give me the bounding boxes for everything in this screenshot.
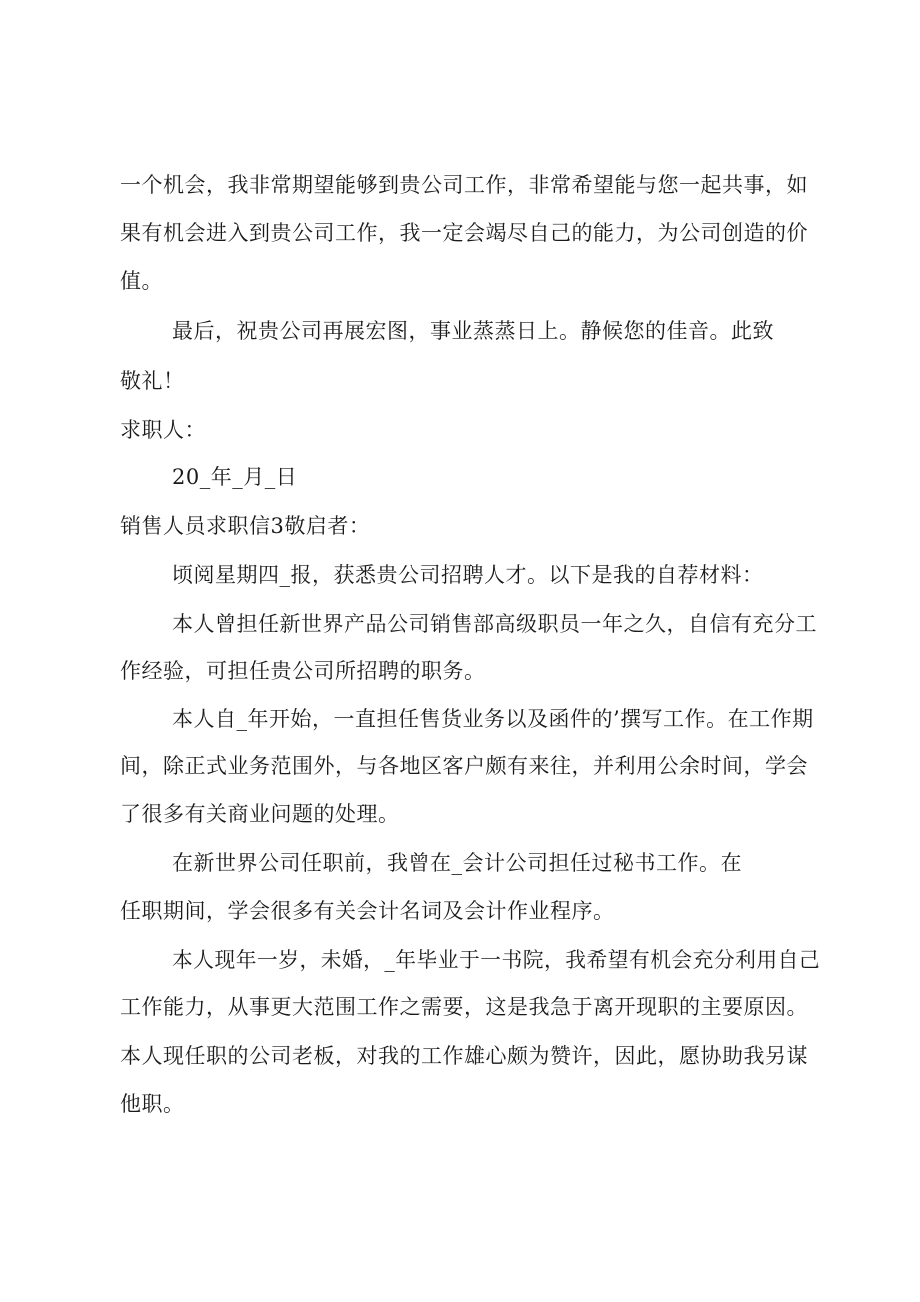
text-line-18: 工作能力，从事更大范围工作之需要，这是我急于离开现职的主要原因。: [120, 995, 808, 1019]
text-line-14: 了很多有关商业问题的处理。: [120, 802, 400, 826]
text-line-5: 敬礼！: [120, 369, 185, 393]
text-line-6: 求职人：: [120, 418, 206, 442]
text-line-2: 果有机会进入到贵公司工作，我一定会竭尽自己的能力，为公司创造的价: [120, 221, 808, 245]
text-line-15: 在新世界公司任职前，我曾在_会计公司担任过秘书工作。在: [172, 851, 742, 875]
text-line-3: 值。: [120, 269, 163, 293]
date-line: 20_年_月_日: [172, 465, 298, 489]
text-line-16: 任职期间，学会很多有关会计名词及会计作业程序。: [120, 899, 615, 923]
text-line-12: 本人自_年开始，一直担任售货业务以及函件的’撰写工作。在工作期: [172, 707, 814, 731]
text-line-4: 最后，祝贵公司再展宏图，事业蒸蒸日上。静候您的佳音。此致: [172, 319, 774, 343]
text-line-19: 本人现任职的公司老板，对我的工作雄心颇为赞许，因此，愿协助我另谋: [120, 1044, 808, 1068]
text-line-10: 本人曾担任新世界产品公司销售部高级职员一年之久，自信有充分工: [172, 612, 817, 636]
text-line-9: 顷阅星期四_报，获悉贵公司招聘人才。以下是我的自荐材料：: [172, 563, 764, 587]
letter-heading: 销售人员求职信3敬启者：: [120, 514, 371, 538]
text-line-13: 间，除正式业务范围外，与各地区客户颇有来往，并利用公余时间，学会: [120, 754, 808, 778]
text-line-1: 一个机会，我非常期望能够到贵公司工作，非常希望能与您一起共事，如: [120, 173, 808, 197]
text-line-11: 作经验，可担任贵公司所招聘的职务。: [120, 659, 486, 683]
text-line-17: 本人现年一岁，未婚，_年毕业于一书院，我希望有机会充分利用自己: [172, 948, 821, 972]
text-line-20: 他职。: [120, 1092, 185, 1116]
